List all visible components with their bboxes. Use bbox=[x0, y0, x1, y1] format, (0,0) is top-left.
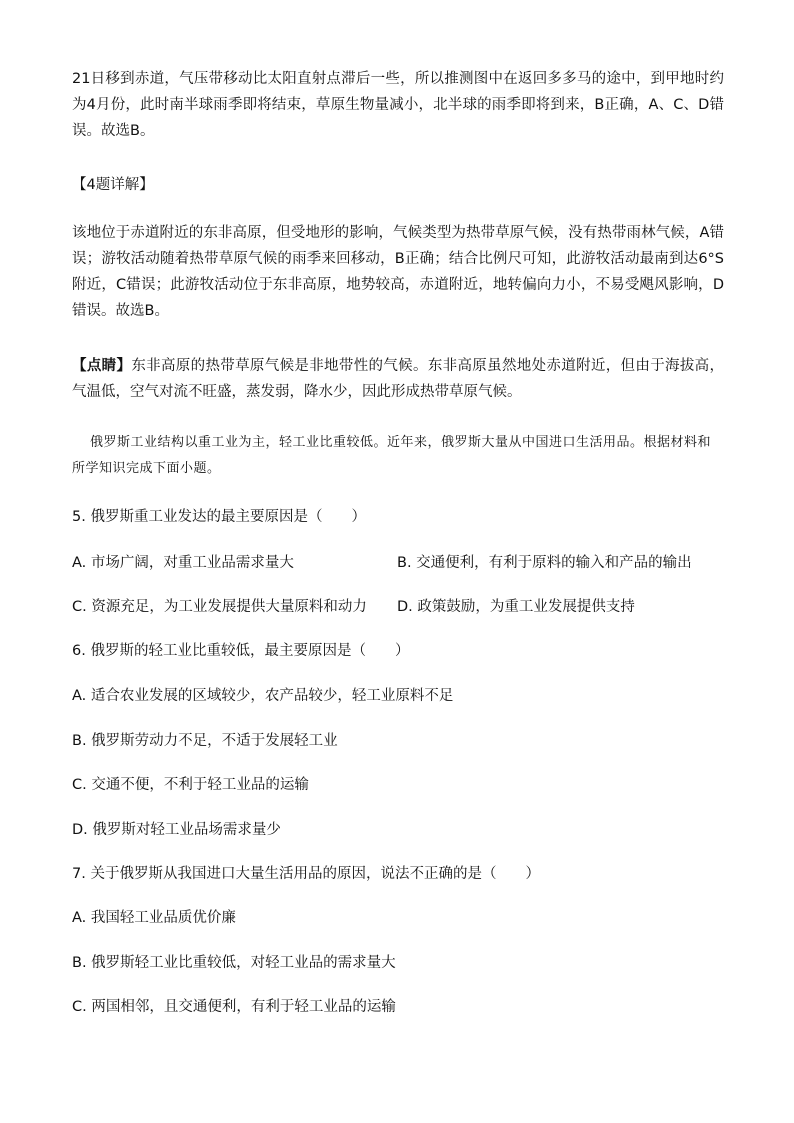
q6-option-d: D. 俄罗斯对轻工业品场需求量少 bbox=[72, 822, 281, 838]
q6-option-c: C. 交通不便，不利于轻工业品的运输 bbox=[72, 777, 309, 793]
pointing-text: 东非高原的热带草原气候是非地带性的气候。东非高原虽然地处赤道附近，但由于海拔高，气温低，空气对流不旺盛，蒸发弱，降水少，因此形成热带草原气候。 bbox=[72, 358, 725, 400]
material-intro: 俄罗斯工业结构以重工业为主，轻工业比重较低。近年来，俄罗斯大量从中国进口生活用品。根据材料和所学知识完成下面小题。 bbox=[72, 435, 712, 476]
pointing-note bbox=[72, 353, 724, 405]
q5-option-d: D. 政策鼓励，为重工业发展提供支持 bbox=[397, 599, 635, 615]
q4-heading: 【4题详解】 bbox=[72, 177, 154, 193]
q5-stem: 5. 俄罗斯重工业发达的最主要原因是（ ） bbox=[72, 509, 366, 525]
q7-option-b: B. 俄罗斯轻工业比重较低，对轻工业品的需求量大 bbox=[72, 955, 396, 971]
q6-option-a: A. 适合农业发展的区域较少，农产品较少，轻工业原料不足 bbox=[72, 688, 454, 704]
q7-option-a: A. 我国轻工业品质优价廉 bbox=[72, 910, 236, 926]
q6-option-b: B. 俄罗斯劳动力不足，不适于发展轻工业 bbox=[72, 733, 338, 749]
q5-option-b: B. 交通便利，有利于原料的输入和产品的输出 bbox=[397, 555, 692, 571]
pointing-tag: 【点睛】 bbox=[72, 358, 132, 374]
q5-option-a: A. 市场广阔，对重工业品需求量大 bbox=[72, 555, 294, 571]
q6-stem: 6. 俄罗斯的轻工业比重较低，最主要原因是（ ） bbox=[72, 643, 410, 659]
q7-stem: 7. 关于俄罗斯从我国进口大量生活用品的原因，说法不正确的是（ ） bbox=[72, 866, 540, 882]
q3-explanation-end: 21日移到赤道，气压带移动比太阳直射点滞后一些，所以推测图中在返回多多马的途中，到甲地时约为4月份，此时南半球雨季即将结束，草原生物量减小，北半球的雨季即将到来，B正确，A、C、D错误。故选B。 bbox=[72, 71, 724, 139]
q5-option-c: C. 资源充足，为工业发展提供大量原料和动力 bbox=[72, 599, 367, 615]
q4-explanation: 该地位于赤道附近的东非高原，但受地形的影响，气候类型为热带草原气候，没有热带雨林气候，A错误；游牧活动随着热带草原气候的雨季来回移动，B正确；结合比例尺可知，此游牧活动最南到达6°S附近，C错误；此游牧活动位于东非高原，地势较高，赤道附近，地转偏向力小，不易受飓风影响，D错误。故选B。 bbox=[72, 225, 724, 319]
q7-option-c: C. 两国相邻，且交通便利，有利于轻工业品的运输 bbox=[72, 999, 396, 1015]
